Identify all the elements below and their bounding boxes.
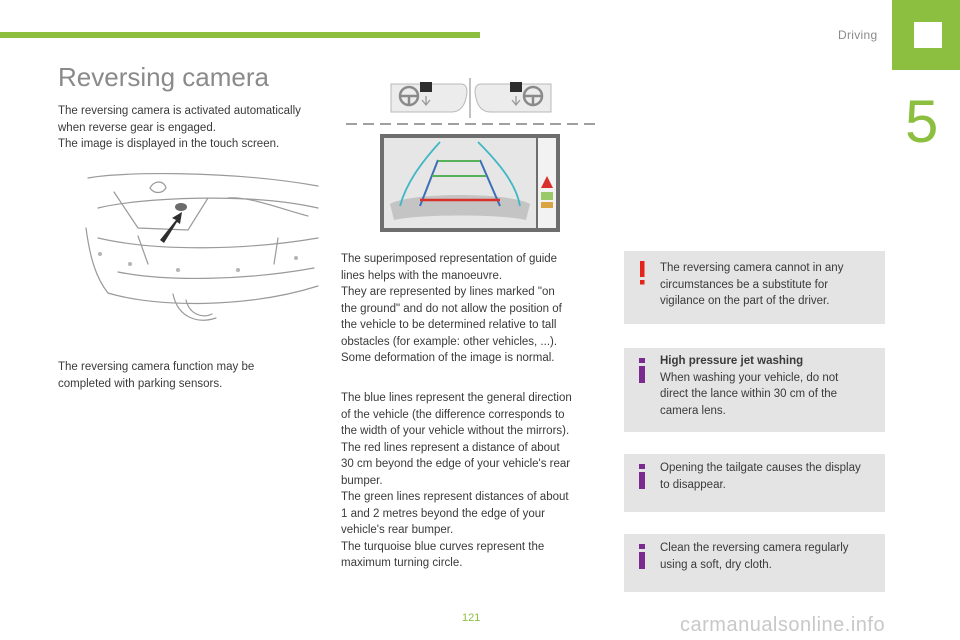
section-label: Driving: [838, 28, 878, 42]
mirror-icons: [346, 78, 596, 128]
warning-note: [624, 251, 885, 324]
page-title: Reversing camera: [58, 62, 269, 92]
info-note-cleaning: [624, 534, 885, 592]
info-note-tailgate: [624, 454, 885, 512]
info-icon: [634, 356, 650, 384]
info-note-heading: High pressure jet washing: [660, 355, 804, 367]
info-note-text: When washing your vehicle, do not direct the lance within 30 cm of the camera lens.: [660, 371, 839, 417]
info-note-text: Opening the tailgate causes the display to disappear.: [660, 462, 861, 491]
watermark: carmanualsonline.info: [680, 614, 886, 636]
header-accent-bar: [0, 32, 480, 38]
info-icon: [634, 462, 650, 490]
chapter-tab-notch: [914, 22, 942, 48]
page-number: 121: [462, 612, 481, 624]
line-colors-text: The blue lines represent the general direction of the vehicle (the difference corresponds to the width of your vehicle without the mirrors). The red lines represent a distance of about 30 cm beyond the edge of your vehicle's rear bumper. The green lines represent distances of about 1 and 2 metres beyond the edge of your vehicle's rear bumper. The turquoise blue curves represent the maximum turning circle.: [341, 392, 572, 569]
guide-lines-text: The superimposed representation of guide lines helps with the manoeuvre. They are represented by lines marked "on the ground" and do not allow the position of the vehicle to be determined relative to tall obstacles (for example: other vehicles, ...). Some deformation of the image is normal.: [341, 253, 562, 364]
chapter-number: 5: [905, 88, 939, 155]
sensors-text: The reversing camera function may be completed with parking sensors.: [58, 361, 255, 390]
info-note-pressure-wash: [624, 348, 885, 432]
intro-text: The reversing camera is activated automatically when reverse gear is engaged. The image is displayed in the touch screen.: [58, 105, 301, 150]
car-rear-illustration: [78, 168, 320, 333]
info-icon: [634, 542, 650, 570]
camera-display: [380, 134, 560, 232]
pointer-arrow-icon: [160, 212, 182, 243]
info-note-text: Clean the reversing camera regularly using a soft, dry cloth.: [660, 542, 849, 571]
warning-note-text: The reversing camera cannot in any circumstances be a substitute for vigilance on the part of the driver.: [660, 262, 844, 307]
exclamation-icon: [634, 259, 650, 287]
